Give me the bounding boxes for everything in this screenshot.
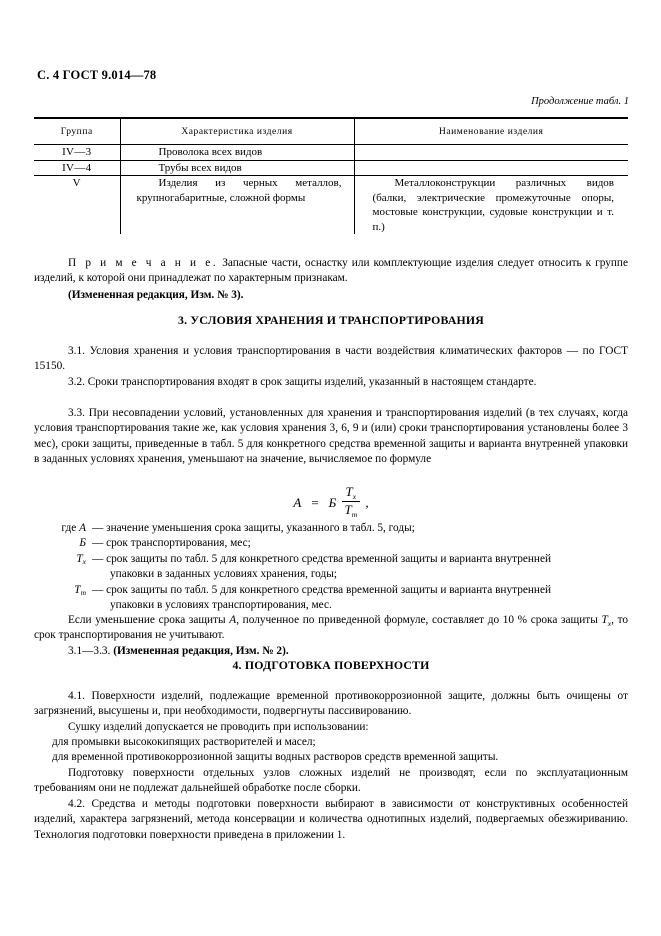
table-continuation-caption: Продолжение табл. 1 — [531, 96, 629, 107]
definition-term-Tt-base: T — [74, 583, 81, 596]
paragraph-10-percent-part2: , полученное по приведенной формуле, составляет до 10 % срока защиты — [236, 614, 602, 626]
formula-fraction — [342, 485, 361, 518]
paragraph-4-1: 4.1. Поверхности изделий, подлежащие временной противокоррозионной защите, должны быть очищены от загрязнений, высушены и, при необходимости, подвергнуты пассивированию. — [34, 690, 628, 718]
formula-factor: Б — [328, 494, 337, 510]
paragraph-4-1-item-1: для промывки высококипящих растворителей и масел; — [52, 736, 316, 748]
definition-dash-Tx: — — [92, 552, 104, 565]
definition-term-Tx — [34, 552, 92, 567]
table-note-revision — [34, 288, 628, 303]
formula-definitions — [34, 521, 628, 613]
table-header-row — [34, 118, 628, 145]
table-body — [34, 145, 628, 235]
definition-row-Tx — [34, 552, 628, 583]
formula-numerator-base: T — [345, 484, 353, 499]
section4-paragraph-41d — [34, 750, 628, 765]
section4-paragraph-41 — [34, 689, 628, 720]
definition-dash-B: — — [92, 537, 104, 550]
definition-text-Tt: срок защиты по табл. 5 для конкретного средства временной защиты и варианта внутренней — [106, 583, 552, 596]
section4-paragraph-41b — [34, 720, 628, 735]
paragraph-4-1-item-2: для временной противокоррозионной защиты водных растворов средств временной защиты. — [52, 751, 499, 763]
table-head — [34, 118, 628, 145]
formula-block — [34, 486, 628, 519]
section3-title: 3. УСЛОВИЯ ХРАНЕНИЯ И ТРАНСПОРТИРОВАНИЯ — [177, 313, 485, 327]
table-note — [34, 256, 628, 287]
note-label: П р и м е ч а н и е. — [68, 257, 219, 269]
note-text: Запасные части, оснастку или комплектующие изделия следует относить к группе изделий, к которой они принадлежат по характерным признакам. — [34, 257, 628, 285]
variable-T: T — [601, 614, 608, 626]
cell-name — [354, 160, 628, 176]
section4-paragraph-41e — [34, 766, 628, 797]
cell-characteristic — [120, 176, 354, 235]
variable-A: A — [229, 614, 237, 626]
table-row — [34, 176, 628, 235]
cell-name — [354, 176, 628, 235]
definition-term-A: A — [79, 522, 86, 534]
section3-paragraph-33 — [34, 406, 628, 468]
column-header-group: Группа — [34, 118, 120, 145]
column-header-name: Наименование изделия — [354, 118, 628, 145]
section3-paragraph-32 — [34, 375, 628, 390]
formula-denominator — [342, 502, 361, 518]
paragraph-10-percent-part1: Если уменьшение срока защиты — [68, 614, 230, 626]
table-row — [34, 160, 628, 176]
cell-characteristic-text: Трубы всех видов — [158, 161, 242, 174]
formula-denominator-subscript: т — [351, 509, 358, 519]
cell-group: V — [72, 177, 81, 189]
definition-term-B: Б — [79, 537, 86, 550]
section4-paragraph-42 — [34, 797, 628, 843]
section3-paragraph-after — [34, 613, 628, 644]
section4-title-block — [34, 658, 628, 673]
cell-characteristic — [120, 145, 354, 161]
formula-lhs: A — [293, 494, 302, 510]
table-note-block — [34, 256, 628, 287]
definition-term-Tt — [34, 583, 92, 598]
cell-characteristic — [120, 160, 354, 176]
product-groups-table-wrapper — [34, 117, 628, 234]
paragraph-3-3: 3.3. При несовпадении условий, установленных для хранения и транспортирования изделий (в тех случаях, когда условия транспортирования такие же, как условия хранения 3, 6, 9 и (или) сроки транспортирования установлены более 3 мес), сроки защиты, приведенные в табл. 5 для конкретного средства временной защиты и варианта внутренней упаковки в заданных условиях хранения, уменьшают на значение, вычисляемое по формуле — [34, 407, 628, 466]
definition-dash-Tt: — — [92, 583, 104, 596]
definition-text-A: значение уменьшения срока защиты, указанного в табл. 5, годы; — [106, 522, 415, 534]
formula-equals: = — [310, 494, 320, 510]
revision-text: (Измененная редакция, Изм. № 3). — [68, 289, 244, 301]
cell-group: IV—4 — [34, 160, 120, 176]
section3-title-block — [34, 313, 628, 328]
definition-text-Tx-cont: упаковки в заданных условиях хранения, годы; — [110, 568, 337, 581]
cell-name-text: Металлоконструкции различных видов (балки, электрические промежуточные опоры, мостовые конструкции, судовые конструкции и т. п.) — [372, 177, 614, 233]
section3-paragraph-31 — [34, 344, 628, 375]
table-row — [34, 145, 628, 161]
cell-group: IV—3 — [34, 145, 120, 161]
formula-reduction — [34, 486, 628, 519]
definition-term-Tx-base: T — [76, 552, 83, 565]
definition-term-Tx-subscript: х — [82, 557, 86, 567]
definition-text-B: срок транспортирования, мес; — [106, 537, 251, 550]
paragraph-3-1: 3.1. Условия хранения и условия транспортирования в части воздействия климатических факторов — по ГОСТ 15150. — [34, 345, 628, 373]
formula-trailing-comma: , — [365, 494, 369, 510]
paragraph-3-2: 3.2. Сроки транспортирования входят в срок защиты изделий, указанный в настоящем стандарте. — [68, 376, 537, 388]
section4-paragraph-41c — [34, 735, 628, 750]
paragraph-10-percent — [34, 613, 628, 644]
formula-denominator-base: T — [344, 502, 352, 517]
definition-row-B — [34, 536, 628, 551]
section3-revision-text: (Измененная редакция, Изм. № 2). — [113, 645, 289, 657]
formula-numerator — [342, 485, 361, 502]
product-groups-table — [34, 117, 628, 234]
column-header-characteristic: Характеристика изделия — [120, 118, 354, 145]
definition-lead-A: где A — [61, 522, 86, 534]
definition-dash-A: — — [92, 522, 104, 534]
paragraph-10-percent-part3: , то срок транспортирования не учитывают. — [34, 614, 629, 642]
definition-row-A — [34, 521, 628, 536]
section4-title: 4. ПОДГОТОВКА ПОВЕРХНОСТИ — [232, 658, 430, 672]
definition-row-Tt — [34, 583, 628, 614]
cell-characteristic-text: Проволока всех видов — [158, 146, 263, 158]
cell-name — [354, 145, 628, 161]
paragraph-4-2: 4.2. Средства и методы подготовки поверхности выбирают в зависимости от конструктивных особенностей изделий, характера загрязнений, метода консервации и количества однотипных изделий, подвергаемых обезжириванию. Технология подготовки поверхности приведена в приложении 1. — [34, 798, 628, 841]
table-note-revision-block — [34, 288, 628, 303]
paragraph-4-1-drying: Сушку изделий допускается не проводить при использовании: — [68, 721, 369, 733]
formula-numerator-subscript: х — [352, 491, 357, 501]
definition-text-Tx: срок защиты по табл. 5 для конкретного средства временной защиты и варианта внутренней — [106, 552, 552, 565]
paragraph-4-1-assembly: Подготовку поверхности отдельных узлов сложных изделий не производят, если по эксплуатационным требованиям они не подлежат дальнейшей обработке после сборки. — [34, 767, 628, 795]
section3-revision-label: 3.1—3.3. — [68, 645, 114, 657]
running-head: С. 4 ГОСТ 9.014—78 — [37, 68, 157, 82]
variable-T-subscript: х — [607, 618, 612, 628]
definition-text-Tt-cont: упаковки в условиях транспортирования, мес. — [110, 599, 332, 612]
cell-characteristic-text: Изделия из черных металлов, крупногабаритные, сложной формы — [136, 177, 342, 204]
definition-term-Tt-subscript: т — [80, 588, 86, 598]
